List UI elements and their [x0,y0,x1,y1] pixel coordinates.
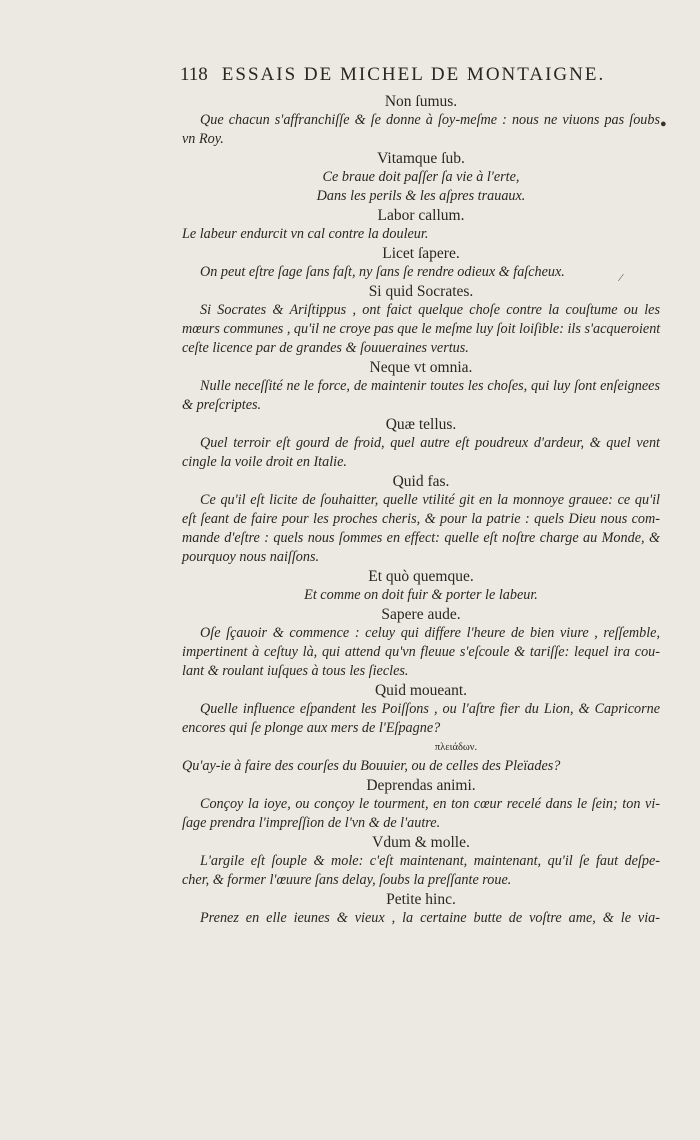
french-text-line: Que chacun s'affranchiſſe & ſe donne à ſoy-meſme : nous ne viuons pas ſoubs [200,112,660,128]
french-text-line: Le labeur endurcit vn cal contre la douleur. [182,226,429,242]
verse-line: Dans les perils & les aſpres trauaux. [316,188,526,204]
latin-heading: Sapere aude. [381,606,461,623]
latin-heading: Si quid Socrates. [368,283,474,300]
french-text-line: cingle la voile droit en Italie. [182,454,347,470]
french-text-line: Quelle influence eſpandent les Poiſſons , ou l'aſtre fier du Lion, & Capricorne [200,701,660,717]
french-text-line: & preſcriptes. [182,397,262,413]
french-text-line: ceſte licence par de grandes & ſouueraines vertus. [182,340,469,356]
text-block [182,92,660,928]
latin-heading: Vdum & molle. [372,834,470,851]
french-text-line: cher, & former l'œuure ſans delay, ſoubs la preſſante roue. [182,872,512,888]
french-text-line: Si Socrates & Ariſtippus , ont faict quelque choſe contre la couſtume ou les [200,302,660,318]
french-text-line: ſage prendra l'impreſſion de l'vn & de l'autre. [182,815,441,831]
french-text-line: mœurs communes , qu'il ne croye pas que le meſme luy ſoit loiſible: ils s'acqueroient [182,321,661,337]
latin-heading: Petite hinc. [386,891,456,908]
latin-heading: Deprendas animi. [366,777,476,794]
french-text-line: On peut eſtre ſage ſans faſt, ny ſans ſe rendre odieux & faſcheux. [200,264,565,280]
ink-mark: ● [660,118,667,130]
greek-heading: πλειάδων. [434,742,478,753]
french-text-line: Et comme on doit fuir & porter le labeur. [304,587,538,603]
latin-heading: Quid moueant. [374,682,468,699]
latin-heading: Et quò quemque. [368,568,474,585]
french-text-line: Nulle neceſſité ne le force, de maintenir toutes les choſes, qui luy ſont enſeignees [200,378,660,394]
french-text-line: Qu'ay-ie à faire des courſes du Bouuier, ou de celles des Pleïades? [182,758,561,774]
running-head [180,64,640,86]
french-text-line: Conçoy la ioye, ou conçoy le tourment, en ton cœur recelé dans le ſein; ton vi- [200,796,660,812]
french-text-line: mande d'eſtre : quels nous ſommes en effect: quelle eſt noſtre charge au Monde, & [182,530,660,546]
french-text-line: Quel terroir eſt gourd de froid, quel autre eſt poudreux d'ardeur, & quel vent [200,435,660,451]
latin-heading: Vitamque ſub. [377,150,465,167]
ink-mark: ⁄ [620,272,622,284]
latin-heading: Labor callum. [377,207,465,224]
verse-line: Ce braue doit paſſer ſa vie à l'erte, [322,169,520,185]
french-text-line: vn Roy. [182,131,224,147]
page-number: 118 [180,64,208,85]
french-text-line: encores qui ſe plonge aux mers de l'Eſpagne? [182,720,441,736]
french-text-line: Ce qu'il eſt licite de ſouhaitter, quelle vtilité git en la monnoye grauee: ce qu'il [200,492,660,508]
french-text-line: L'argile eſt ſouple & mole: c'eſt maintenant, maintenant, qu'il ſe faut deſpe- [200,853,660,869]
french-text-line: Prenez en elle ieunes & vieux , la certaine butte de voſtre ame, & le via- [200,910,660,926]
french-text-line: lant & roulant iuſques à tous les ſiecles. [182,663,409,679]
running-title: ESSAIS DE MICHEL DE MONTAIGNE. [221,64,606,85]
latin-heading: Neque vt omnia. [369,359,473,376]
french-text-line: eſt ſeant de faire pour les proches cheris, & pour la patrie : quels Dieu nous com- [182,511,660,527]
french-text-line: pourquoy nous naiſſons. [182,549,320,565]
french-text-line: impertinent à ceſtuy là, qui attend qu'vn fleuue s'eſcoule & tariſſe: lequel ira cou- [182,644,660,660]
french-text-line: Oſe ſçauoir & commence : celuy qui differe l'heure de bien viure , reſſemble, [200,625,660,641]
latin-heading: Licet ſapere. [382,245,460,262]
latin-heading: Non ſumus. [384,93,458,110]
latin-heading: Quæ tellus. [385,416,457,433]
latin-heading: Quid fas. [392,473,450,490]
